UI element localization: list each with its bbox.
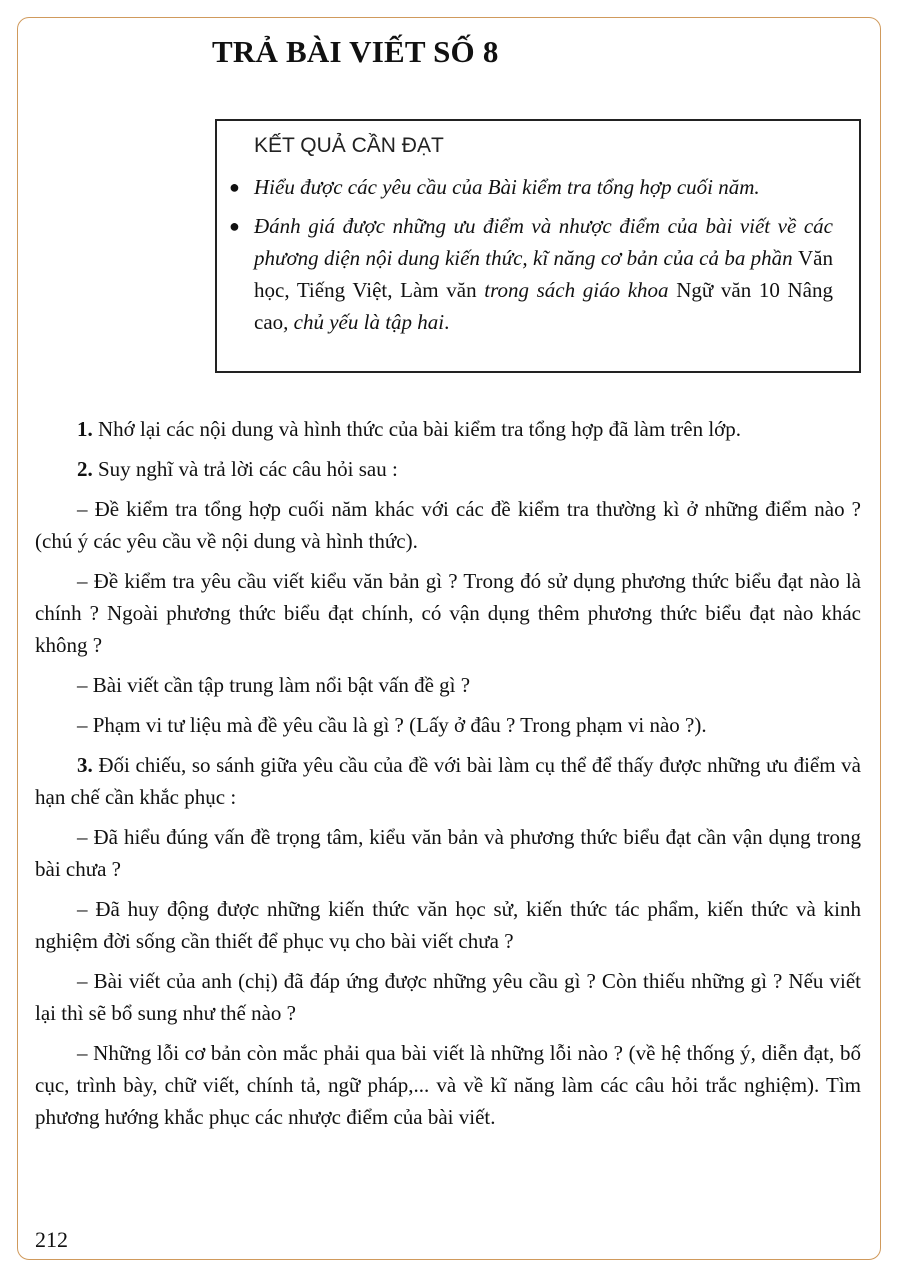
paragraph [35, 893, 861, 957]
objectives-list [227, 171, 833, 345]
paragraph [35, 493, 861, 557]
bullet-icon: ● [229, 216, 240, 236]
paragraph [35, 453, 861, 485]
paragraph-text: – Đã hiểu đúng vấn đề trọng tâm, kiểu văn bản và phương thức biểu đạt cần vận dụng trong bài chưa ? [35, 825, 861, 881]
paragraph-text: – Bài viết cần tập trung làm nổi bật vấn đề gì ? [77, 673, 471, 697]
textbook-name: Ngữ văn 10 Nâng cao [254, 278, 833, 334]
objective-text: Hiểu được các yêu cầu của Bài kiểm tra tổng hợp cuối năm. [254, 175, 760, 199]
paragraph [35, 565, 861, 661]
paragraph-text: – Phạm vi tư liệu mà đề yêu cầu là gì ? (Lấy ở đâu ? Trong phạm vi nào ?). [77, 713, 707, 737]
paragraph-text: – Bài viết của anh (chị) đã đáp ứng được những yêu cầu gì ? Còn thiếu những gì ? Nếu viết lại thì sẽ bổ sung như thế nào ? [35, 969, 861, 1025]
objective-text: trong sách giáo khoa [476, 278, 677, 302]
bullet-icon: ● [229, 177, 240, 197]
paragraph [35, 413, 861, 445]
item-number: 3. [77, 753, 93, 777]
objectives-heading: KẾT QUẢ CẦN ĐẠT [254, 134, 444, 157]
item-number: 1. [77, 417, 93, 441]
item-number: 2. [77, 457, 93, 481]
paragraph [35, 821, 861, 885]
book-sections-text: Văn học, Tiếng Việt, Làm văn [254, 246, 833, 302]
objective-text: . [444, 310, 450, 334]
paragraph [35, 749, 861, 813]
paragraph-text: – Những lỗi cơ bản còn mắc phải qua bài viết là những lỗi nào ? (về hệ thống ý, diễn đạt, bố cục, trình bày, chữ viết, chính tả, ngữ pháp,... và về kĩ năng làm các câu hỏi trắc nghiệm). Tìm phương hướng khắc phục các nhược điểm của bài viết. [35, 1041, 861, 1129]
paragraph [35, 965, 861, 1029]
learning-objectives-box [215, 119, 861, 373]
paragraph [35, 1037, 861, 1133]
paragraph-text: – Đề kiểm tra tổng hợp cuối năm khác với các đề kiểm tra thường kì ở những điểm nào ? (chú ý các yêu cầu về nội dung và hình thức). [35, 497, 861, 553]
paragraph-text: Nhớ lại các nội dung và hình thức của bài kiểm tra tổng hợp đã làm trên lớp. [92, 417, 742, 441]
page-number: 212 [35, 1227, 68, 1252]
main-content [35, 413, 861, 1141]
page-title: TRẢ BÀI VIẾT SỐ 8 [212, 34, 499, 69]
objective-item [227, 210, 833, 338]
paragraph [35, 709, 861, 741]
objective-text: , chủ yếu là tập hai [283, 310, 445, 334]
paragraph-text: – Đã huy động được những kiến thức văn học sử, kiến thức tác phẩm, kiến thức và kinh nghiệm đời sống cần thiết để phục vụ cho bài viết chưa ? [35, 897, 861, 953]
objective-item [227, 171, 833, 203]
paragraph [35, 669, 861, 701]
paragraph-text: Đối chiếu, so sánh giữa yêu cầu của đề với bài làm cụ thể để thấy được những ưu điểm và hạn chế cần khắc phục : [35, 753, 861, 809]
objective-text: Đánh giá được những ưu điểm và nhược điểm của bài viết về các phương diện nội dung kiến thức, kĩ năng cơ bản của cả ba phần [254, 214, 833, 270]
paragraph-text: – Đề kiểm tra yêu cầu viết kiểu văn bản gì ? Trong đó sử dụng phương thức biểu đạt nào là chính ? Ngoài phương thức biểu đạt chính, có vận dụng thêm phương thức biểu đạt nào khác không ? [35, 569, 861, 657]
paragraph-text: Suy nghĩ và trả lời các câu hỏi sau : [92, 457, 398, 481]
